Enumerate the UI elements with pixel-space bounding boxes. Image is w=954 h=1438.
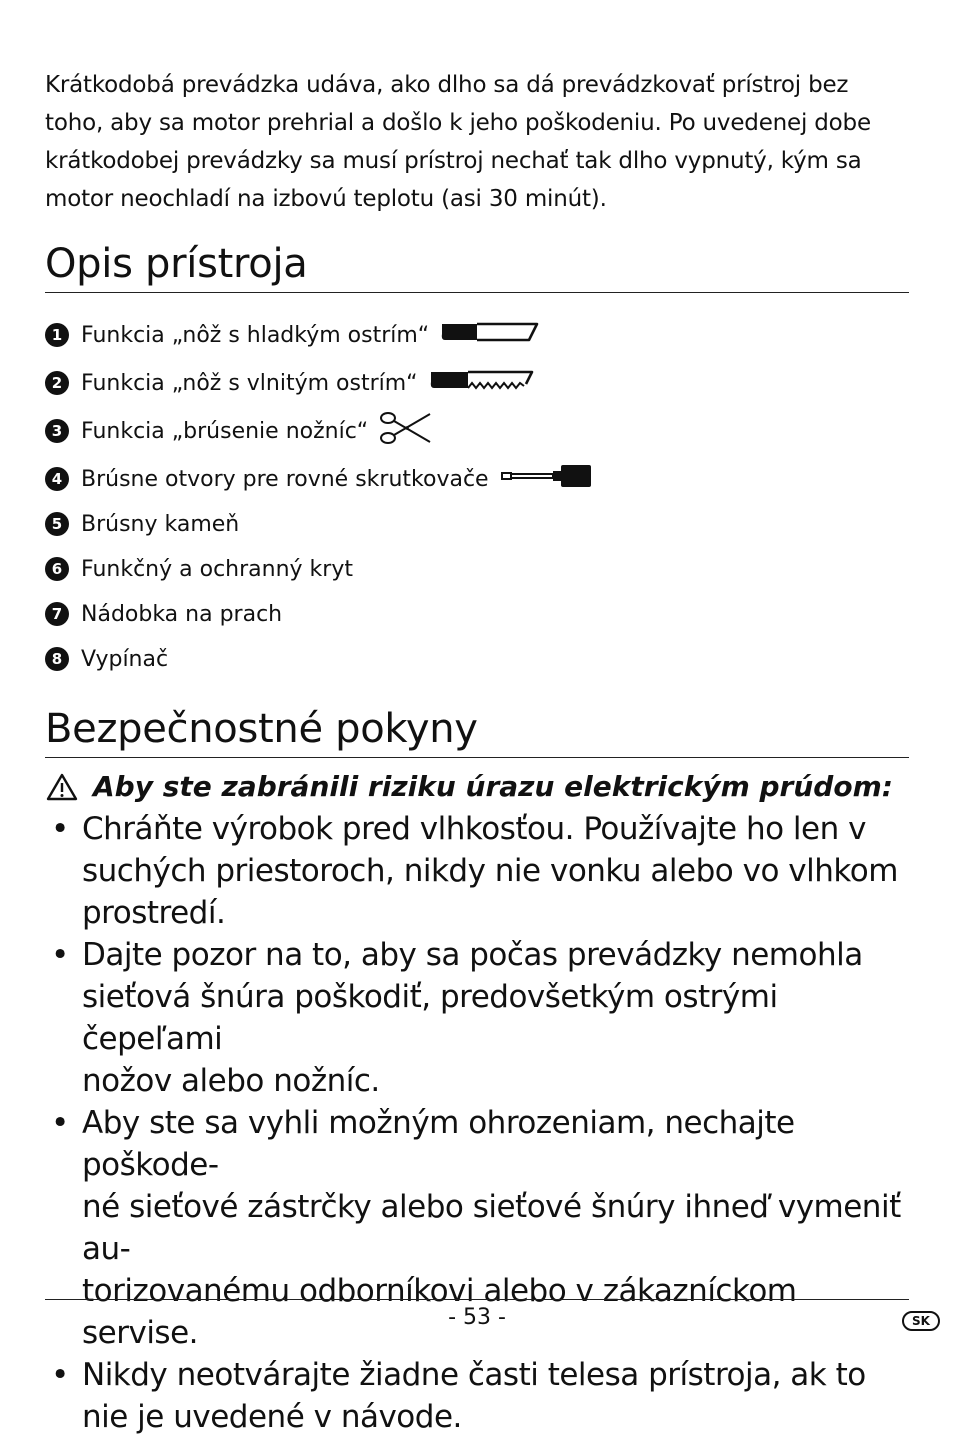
screwdriver-icon	[499, 463, 593, 495]
footer-rule	[45, 1299, 909, 1300]
bullet-line: suchých priestoroch, nikdy nie vonku alebo vo vlhkom	[82, 853, 898, 889]
intro-paragraph	[45, 66, 905, 218]
item-number-badge: 3	[45, 419, 69, 443]
bullet-dot: •	[51, 937, 69, 973]
item-label: Funkcia „nôž s vlnitým ostrím“	[81, 370, 418, 396]
item-label: Brúsne otvory pre rovné skrutkovače	[81, 466, 489, 492]
parts-list-item	[45, 366, 536, 400]
parts-list-item	[45, 462, 593, 496]
item-label: Funkcia „nôž s hladkým ostrím“	[81, 322, 430, 348]
item-label: Funkcia „brúsenie nožníc“	[81, 418, 369, 444]
item-label: Vypínač	[81, 646, 169, 672]
parts-list-item	[45, 597, 282, 631]
intro-line: toho, aby sa motor prehrial a došlo k jeho poškodeniu. Po uvedenej dobe	[45, 110, 871, 136]
item-number-badge: 7	[45, 602, 69, 626]
language-badge: SK	[902, 1311, 940, 1331]
bullet-dot: •	[51, 1105, 69, 1141]
section-heading-safety: Bezpečnostné pokyny	[45, 706, 478, 752]
parts-list-item	[45, 507, 239, 541]
item-number-badge: 2	[45, 371, 69, 395]
safety-bullet-list	[45, 808, 915, 1438]
bullet-line: sieťová šnúra poškodiť, predovšetkým ostrými čepeľami	[82, 979, 778, 1057]
intro-line: motor neochladí na izbovú teplotu (asi 30 minút).	[45, 186, 607, 212]
bullet-line: nožov alebo nožníc.	[82, 1063, 380, 1099]
safety-bullet	[45, 808, 915, 934]
bullet-dot: •	[51, 811, 69, 847]
bullet-dot: •	[51, 1357, 69, 1393]
warning-triangle-icon	[45, 772, 79, 802]
item-number-badge: 4	[45, 467, 69, 491]
item-number-badge: 1	[45, 323, 69, 347]
intro-line: krátkodobej prevádzky sa musí prístroj nechať tak dlho vypnutý, kým sa	[45, 148, 862, 174]
item-label: Nádobka na prach	[81, 601, 283, 627]
parts-list-item	[45, 318, 541, 352]
parts-list-item	[45, 414, 434, 448]
warning-text: Aby ste zabránili riziku úrazu elektrickým prúdom:	[93, 770, 893, 803]
item-label: Funkčný a ochranný kryt	[81, 556, 353, 582]
bullet-line: Nikdy neotvárajte žiadne časti telesa prístroja, ak to	[82, 1357, 866, 1393]
intro-line: Krátkodobá prevádzka udáva, ako dlho sa dá prevádzkovať prístroj bez	[45, 72, 849, 98]
section-heading-description: Opis prístroja	[45, 241, 308, 287]
bullet-line: Dajte pozor na to, aby sa počas prevádzky nemohla	[82, 937, 863, 973]
bullet-line: Chráňte výrobok pred vlhkosťou. Používajte ho len v	[82, 811, 866, 847]
page-number: - 53 -	[448, 1305, 506, 1330]
bullet-line: Aby ste sa vyhli možným ohrozeniam, nechajte poškode-	[82, 1105, 795, 1183]
item-number-badge: 8	[45, 647, 69, 671]
parts-list-item	[45, 642, 168, 676]
parts-list-item	[45, 552, 353, 586]
scissors-icon	[378, 408, 434, 454]
bullet-line: torizovanému odborníkovi alebo v zákazníckom servise.	[82, 1273, 797, 1351]
safety-bullet	[45, 1354, 915, 1438]
heading-rule	[45, 292, 909, 293]
item-number-badge: 5	[45, 512, 69, 536]
warning-heading	[45, 770, 893, 803]
serrated-knife-icon	[428, 368, 536, 398]
smooth-knife-icon	[439, 320, 541, 350]
bullet-line: prostredí.	[82, 895, 226, 931]
safety-bullet	[45, 934, 915, 1102]
bullet-line: nie je uvedené v návode.	[82, 1399, 462, 1435]
bullet-line: né sieťové zástrčky alebo sieťové šnúry ihneď vymeniť au-	[82, 1189, 901, 1267]
item-number-badge: 6	[45, 557, 69, 581]
item-label: Brúsny kameň	[81, 511, 240, 537]
heading-rule	[45, 757, 909, 758]
